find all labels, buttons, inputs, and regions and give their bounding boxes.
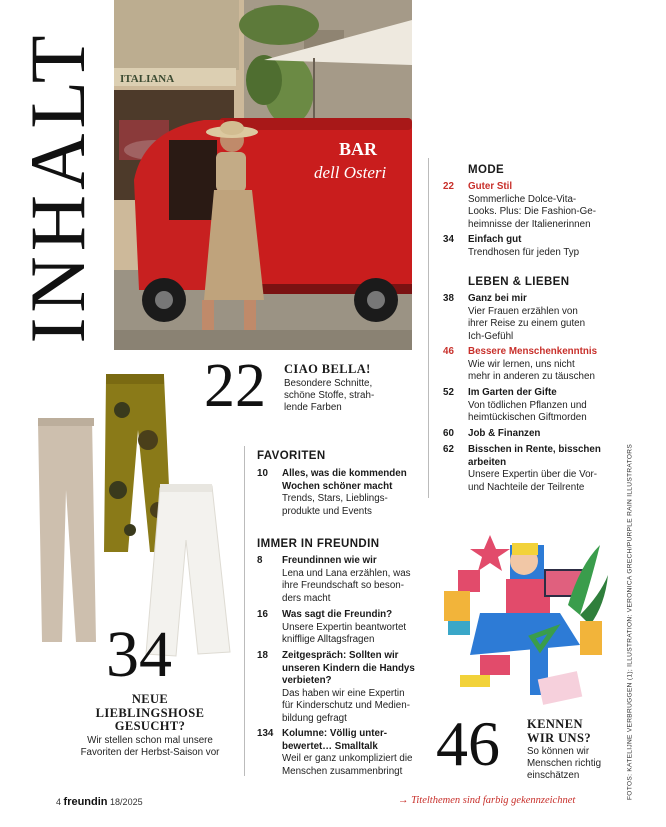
footer-page-info xyxy=(56,796,143,808)
hero-van-text-2: dell Osteri xyxy=(314,163,387,182)
illustration-woman-laptop xyxy=(440,525,610,715)
mode-heading: MODE xyxy=(468,164,505,176)
footer-issue: 18/2025 xyxy=(110,797,143,807)
feature-kennen-title: KENNEN WIR UNS? xyxy=(527,717,591,745)
feature-hose-number: 34 xyxy=(106,618,172,691)
feature-hose-title: NEUE LIEBLINGSHOSE GESUCHT? xyxy=(95,692,205,733)
hero-awning-text: ITALIANA xyxy=(120,73,175,85)
footer-page-number: 4 xyxy=(56,797,62,807)
feature-kennen-desc: So können wir Menschen richtig einschätzen xyxy=(527,746,602,781)
trousers-photo xyxy=(30,370,240,660)
middle-divider xyxy=(244,446,245,776)
hero-van-text-1: BAR xyxy=(339,139,378,159)
right-divider xyxy=(428,158,429,498)
footer-note: → Titelthemen sind farbig gekennzeichnet xyxy=(398,795,576,806)
leben-heading: LEBEN & LIEBEN xyxy=(468,276,570,288)
photo-credit-text: FOTOS: KATELIJNE VERBRUGGEN (1); ILLUSTRATION: VERONICA GRECH/PURPLE RAIN ILLUSTRATORS xyxy=(626,443,634,801)
feature-hose-desc: Wir stellen schon mal unsere Favoriten der Herbst-Saison vor xyxy=(80,735,220,758)
photo-credit xyxy=(622,443,638,801)
footer-brand: freundin xyxy=(63,796,108,808)
hero-photo xyxy=(114,0,412,350)
feature-ciao-title: CIAO BELLA! xyxy=(284,362,371,376)
immer-heading: IMMER IN FREUNDIN xyxy=(257,538,380,550)
favoriten-heading: FAVORITEN xyxy=(257,450,326,462)
masthead xyxy=(12,30,104,344)
hero-illustration xyxy=(114,0,412,350)
masthead-title: INHALT xyxy=(14,30,101,344)
feature-ciao-desc: Besondere Schnitte, schöne Stoffe, strah- lende Farben xyxy=(284,378,375,413)
feature-kennen-number: 46 xyxy=(436,708,500,779)
feature-ciao-number: 22 xyxy=(204,352,266,420)
